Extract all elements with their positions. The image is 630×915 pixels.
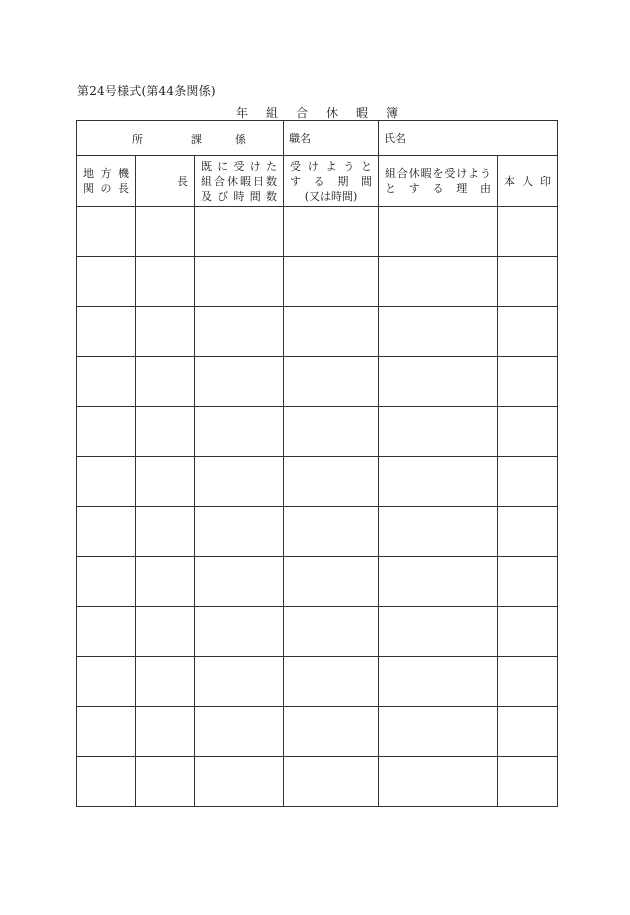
chief-cell[interactable] <box>136 707 195 757</box>
reason-cell[interactable] <box>379 307 498 357</box>
period-cell[interactable] <box>284 257 379 307</box>
chief-cell[interactable] <box>136 307 195 357</box>
reason-cell[interactable] <box>379 507 498 557</box>
period-cell[interactable] <box>284 507 379 557</box>
local-agency-head-cell[interactable] <box>77 307 136 357</box>
local-agency-head-cell[interactable] <box>77 707 136 757</box>
table-row <box>77 757 558 807</box>
header-local-agency-head <box>77 156 136 207</box>
chief-cell[interactable] <box>136 757 195 807</box>
local-agency-head-cell[interactable] <box>77 757 136 807</box>
name-label: 氏名 <box>384 132 407 145</box>
period-cell[interactable] <box>284 357 379 407</box>
local-agency-head-cell[interactable] <box>77 507 136 557</box>
period-cell[interactable] <box>284 557 379 607</box>
seal-cell[interactable] <box>498 407 558 457</box>
table-row <box>77 207 558 257</box>
chief-cell[interactable] <box>136 407 195 457</box>
chief-cell[interactable] <box>136 507 195 557</box>
used-leave-cell[interactable] <box>195 557 284 607</box>
reason-cell[interactable] <box>379 607 498 657</box>
local-agency-head-cell[interactable] <box>77 357 136 407</box>
dept-char-ka: 課 <box>191 133 202 146</box>
header-line: 受けようと <box>290 159 373 173</box>
table-row <box>77 257 558 307</box>
header-line: 組合休暇を受けよう <box>385 167 492 180</box>
header-seal <box>498 156 558 207</box>
local-agency-head-cell[interactable] <box>77 657 136 707</box>
period-cell[interactable] <box>284 607 379 657</box>
local-agency-head-cell[interactable] <box>77 407 136 457</box>
leave-register-table <box>76 120 558 807</box>
header-chief <box>136 156 195 207</box>
reason-cell[interactable] <box>379 457 498 507</box>
header-line: 地方機 <box>83 167 129 180</box>
reason-cell[interactable] <box>379 407 498 457</box>
table-row <box>77 557 558 607</box>
table-row <box>77 507 558 557</box>
header-line: とする理由 <box>385 182 492 195</box>
seal-cell[interactable] <box>498 757 558 807</box>
period-cell[interactable] <box>284 707 379 757</box>
used-leave-cell[interactable] <box>195 457 284 507</box>
document-title: 年組合休暇簿 <box>236 106 417 120</box>
reason-cell[interactable] <box>379 207 498 257</box>
period-cell[interactable] <box>284 757 379 807</box>
seal-cell[interactable] <box>498 607 558 657</box>
header-used-leave <box>195 156 284 207</box>
chief-cell[interactable] <box>136 607 195 657</box>
local-agency-head-cell[interactable] <box>77 257 136 307</box>
seal-cell[interactable] <box>498 357 558 407</box>
table-row <box>77 357 558 407</box>
reason-cell[interactable] <box>379 557 498 607</box>
header-period <box>284 156 379 207</box>
seal-cell[interactable] <box>498 257 558 307</box>
used-leave-cell[interactable] <box>195 657 284 707</box>
used-leave-cell[interactable] <box>195 207 284 257</box>
table-row <box>77 607 558 657</box>
used-leave-cell[interactable] <box>195 707 284 757</box>
local-agency-head-cell[interactable] <box>77 207 136 257</box>
department-cell[interactable] <box>77 121 284 156</box>
header-line: 既に受けた <box>201 159 278 173</box>
table-row <box>77 307 558 357</box>
header-seal-label: 本人印 <box>504 175 552 188</box>
header-chief-label: 長 <box>177 175 188 188</box>
chief-cell[interactable] <box>136 457 195 507</box>
local-agency-head-cell[interactable] <box>77 607 136 657</box>
name-cell[interactable] <box>379 121 558 156</box>
seal-cell[interactable] <box>498 207 558 257</box>
table-row <box>77 707 558 757</box>
header-line: する期間 <box>290 174 373 188</box>
table-row <box>77 407 558 457</box>
used-leave-cell[interactable] <box>195 257 284 307</box>
job-title-label: 職名 <box>289 132 312 145</box>
period-cell[interactable] <box>284 307 379 357</box>
job-title-cell[interactable] <box>284 121 379 156</box>
seal-cell[interactable] <box>498 507 558 557</box>
period-cell[interactable] <box>284 407 379 457</box>
chief-cell[interactable] <box>136 557 195 607</box>
local-agency-head-cell[interactable] <box>77 457 136 507</box>
period-cell[interactable] <box>284 207 379 257</box>
reason-cell[interactable] <box>379 257 498 307</box>
chief-cell[interactable] <box>136 357 195 407</box>
chief-cell[interactable] <box>136 207 195 257</box>
dept-char-sho: 所 <box>132 133 143 146</box>
used-leave-cell[interactable] <box>195 407 284 457</box>
period-cell[interactable] <box>284 457 379 507</box>
table-row <box>77 657 558 707</box>
period-cell[interactable] <box>284 657 379 707</box>
chief-cell[interactable] <box>136 657 195 707</box>
used-leave-cell[interactable] <box>195 757 284 807</box>
table-row <box>77 457 558 507</box>
seal-cell[interactable] <box>498 557 558 607</box>
reason-cell[interactable] <box>379 707 498 757</box>
table-top-row <box>77 121 558 156</box>
used-leave-cell[interactable] <box>195 607 284 657</box>
used-leave-cell[interactable] <box>195 357 284 407</box>
header-reason <box>379 156 498 207</box>
seal-cell[interactable] <box>498 657 558 707</box>
header-line: 組合休暇日数 <box>201 174 278 188</box>
reason-cell[interactable] <box>379 657 498 707</box>
chief-cell[interactable] <box>136 257 195 307</box>
local-agency-head-cell[interactable] <box>77 557 136 607</box>
header-line: 関の長 <box>83 182 129 195</box>
form-number: 第24号様式(第44条関係) <box>77 84 216 98</box>
reason-cell[interactable] <box>379 357 498 407</box>
reason-cell[interactable] <box>379 757 498 807</box>
seal-cell[interactable] <box>498 307 558 357</box>
seal-cell[interactable] <box>498 457 558 507</box>
header-line: 及び時間数 <box>201 189 278 203</box>
used-leave-cell[interactable] <box>195 507 284 557</box>
dept-char-kakari: 係 <box>235 133 246 146</box>
used-leave-cell[interactable] <box>195 307 284 357</box>
table-header-row <box>77 156 558 207</box>
header-line: (又は時間) <box>304 189 358 203</box>
seal-cell[interactable] <box>498 707 558 757</box>
